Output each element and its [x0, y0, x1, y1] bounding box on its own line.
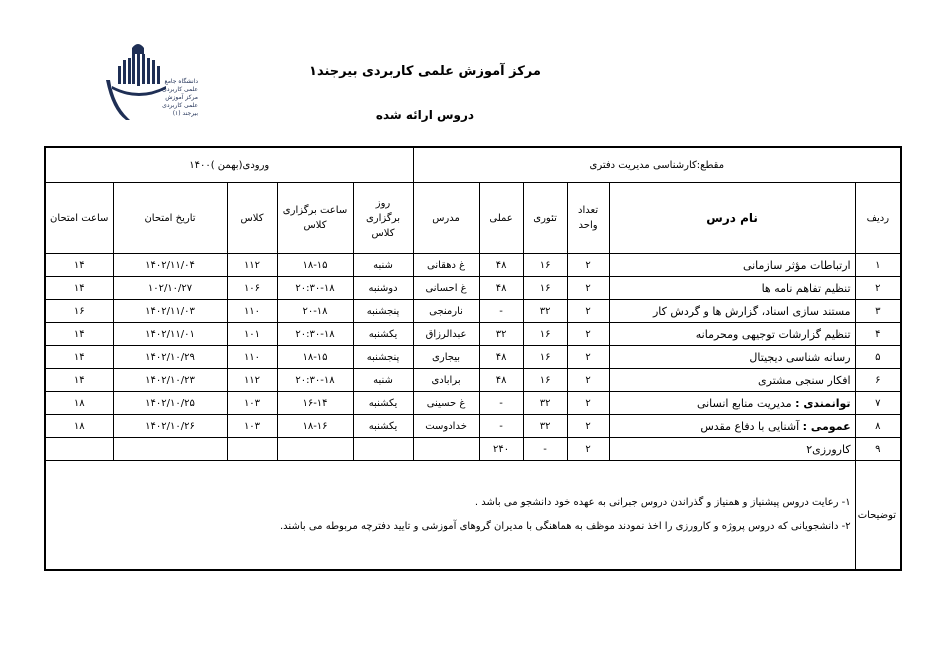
- institution-title: مرکز آموزش علمی کاربردی بیرجند۱: [309, 64, 541, 79]
- row-number: ۶: [855, 369, 901, 392]
- practical-cell: ۲۴۰: [479, 438, 523, 461]
- time-cell: ۱۸-۱۶: [277, 415, 353, 438]
- theory-cell: ۱۶: [523, 254, 567, 277]
- course-title: آشنایی با دفاع مقدس: [700, 419, 800, 433]
- teacher-cell: غ حسینی: [413, 392, 479, 415]
- row-number: ۷: [855, 392, 901, 415]
- col-units: تعداد واحد: [567, 183, 609, 254]
- exam-date-cell: ۱۴۰۲/۱۰/۲۵: [113, 392, 227, 415]
- practical-cell: ۴۸: [479, 369, 523, 392]
- exam-date-cell: ۱۴۰۲/۱۱/۰۴: [113, 254, 227, 277]
- course-title: تنظیم گزارشات توجیهی ومحرمانه: [695, 327, 851, 341]
- units-cell: ۲: [567, 300, 609, 323]
- exam-time-cell: ۱۶: [45, 300, 113, 323]
- practical-cell: ۳۲: [479, 323, 523, 346]
- teacher-cell: غ احسانی: [413, 277, 479, 300]
- teacher-cell: برابادی: [413, 369, 479, 392]
- units-cell: ۲: [567, 277, 609, 300]
- teacher-cell: [413, 438, 479, 461]
- exam-time-cell: ۱۸: [45, 415, 113, 438]
- col-practical: عملی: [479, 183, 523, 254]
- course-name: [609, 323, 855, 346]
- course-name: [609, 277, 855, 300]
- room-cell: ۱۱۰: [227, 346, 277, 369]
- exam-date-cell: ۱۴۰۲/۱۰/۲۶: [113, 415, 227, 438]
- time-cell: ۱۸-۱۵: [277, 254, 353, 277]
- day-cell: دوشنبه: [353, 277, 413, 300]
- note-item: ۲- دانشجویانی که دروس پروژه و کارورزی را اخذ نمودند موظف به هماهنگی با مدیران گروهای آموزشی و تایید دفترچه مربوطه می باشند.: [280, 521, 851, 532]
- practical-cell: ۴۸: [479, 254, 523, 277]
- time-cell: ۲۰:۳۰-۱۸: [277, 369, 353, 392]
- course-title: تنظیم تفاهم نامه ها: [761, 281, 851, 295]
- table-row: [45, 392, 901, 415]
- row-number: ۱: [855, 254, 901, 277]
- teacher-cell: خدادوست: [413, 415, 479, 438]
- exam-date-cell: ۱۴۰۲/۱۰/۲۳: [113, 369, 227, 392]
- col-time: ساعت برگزاری کلاس: [277, 183, 353, 254]
- units-cell: ۲: [567, 392, 609, 415]
- course-name: [609, 415, 855, 438]
- day-cell: یکشنبه: [353, 415, 413, 438]
- row-number: ۴: [855, 323, 901, 346]
- col-day: روز برگزاری کلاس: [353, 183, 413, 254]
- entry-title: ورودی(بهمن )۱۴۰۰: [45, 147, 413, 183]
- row-number: ۵: [855, 346, 901, 369]
- units-cell: ۲: [567, 438, 609, 461]
- theory-cell: ۱۶: [523, 369, 567, 392]
- theory-cell: ۱۶: [523, 323, 567, 346]
- teacher-cell: نارمنجی: [413, 300, 479, 323]
- course-name: [609, 369, 855, 392]
- teacher-cell: عبدالرزاق: [413, 323, 479, 346]
- exam-date-cell: ۱۴۰۲/۱۱/۰۳: [113, 300, 227, 323]
- course-title: ارتباطات مؤثر سازمانی: [742, 258, 851, 272]
- practical-cell: -: [479, 415, 523, 438]
- room-cell: ۱۱۲: [227, 254, 277, 277]
- time-cell: ۱۸-۱۵: [277, 346, 353, 369]
- course-name: [609, 254, 855, 277]
- row-number: ۳: [855, 300, 901, 323]
- room-cell: ۱۰۶: [227, 277, 277, 300]
- col-exam-date: تاریخ امتحان: [113, 183, 227, 254]
- theory-cell: ۳۲: [523, 300, 567, 323]
- room-cell: ۱۱۲: [227, 369, 277, 392]
- room-cell: ۱۰۳: [227, 415, 277, 438]
- col-room: کلاس: [227, 183, 277, 254]
- col-exam-time: ساعت امتحان: [45, 183, 113, 254]
- col-course: نام درس: [609, 183, 855, 254]
- day-cell: پنجشنبه: [353, 300, 413, 323]
- table-row: [45, 277, 901, 300]
- course-category: عمومی :: [802, 419, 851, 433]
- day-cell: یکشنبه: [353, 392, 413, 415]
- day-cell: شنبه: [353, 369, 413, 392]
- course-name: [609, 300, 855, 323]
- course-title: کارورزی۲: [806, 442, 851, 456]
- table-row: [45, 369, 901, 392]
- units-cell: ۲: [567, 254, 609, 277]
- time-cell: ۲۰:۳۰-۱۸: [277, 323, 353, 346]
- day-cell: [353, 438, 413, 461]
- logo-text: دانشگاه جامع علمی کاربردی مرکز آموزش علمی کاربردی بیرجند (۱): [162, 78, 198, 117]
- room-cell: [227, 438, 277, 461]
- teacher-cell: بیجاری: [413, 346, 479, 369]
- major-title: مقطع:کارشناسی مدیریت دفتری: [413, 147, 901, 183]
- notes-label: توضیحات: [855, 461, 901, 571]
- exam-time-cell: ۱۴: [45, 277, 113, 300]
- exam-date-cell: ۱۰۲/۱۰/۲۷: [113, 277, 227, 300]
- course-category: توانمندی :: [795, 396, 851, 410]
- table-row: [45, 300, 901, 323]
- exam-time-cell: ۱۴: [45, 254, 113, 277]
- col-teacher: مدرس: [413, 183, 479, 254]
- room-cell: ۱۰۱: [227, 323, 277, 346]
- page-subtitle: دروس ارائه شده: [375, 108, 475, 122]
- course-title: مدیریت منابع انسانی: [696, 396, 792, 410]
- table-row: [45, 415, 901, 438]
- practical-cell: -: [479, 300, 523, 323]
- exam-date-cell: ۱۴۰۲/۱۱/۰۱: [113, 323, 227, 346]
- col-theory: تئوری: [523, 183, 567, 254]
- units-cell: ۲: [567, 415, 609, 438]
- practical-cell: ۴۸: [479, 346, 523, 369]
- table-row: [45, 254, 901, 277]
- course-name: [609, 438, 855, 461]
- exam-time-cell: ۱۴: [45, 369, 113, 392]
- course-title: رسانه شناسی دیجیتال: [749, 350, 851, 364]
- theory-cell: ۳۲: [523, 415, 567, 438]
- theory-cell: ۱۶: [523, 277, 567, 300]
- time-cell: ۱۶-۱۴: [277, 392, 353, 415]
- table-row: [45, 323, 901, 346]
- teacher-cell: غ دهقانی: [413, 254, 479, 277]
- exam-date-cell: [113, 438, 227, 461]
- room-cell: ۱۱۰: [227, 300, 277, 323]
- notes-text: [45, 461, 855, 571]
- units-cell: ۲: [567, 346, 609, 369]
- course-name: [609, 346, 855, 369]
- theory-cell: -: [523, 438, 567, 461]
- course-title: مستند سازی اسناد، گزارش ها و گردش کار: [653, 304, 851, 318]
- row-number: ۸: [855, 415, 901, 438]
- time-cell: ۲۰:۳۰-۱۸: [277, 277, 353, 300]
- course-title: افکار سنجی مشتری: [758, 373, 851, 387]
- theory-cell: ۳۲: [523, 392, 567, 415]
- exam-time-cell: [45, 438, 113, 461]
- day-cell: پنجشنبه: [353, 346, 413, 369]
- row-number: ۹: [855, 438, 901, 461]
- day-cell: شنبه: [353, 254, 413, 277]
- course-table: [44, 146, 902, 571]
- practical-cell: -: [479, 392, 523, 415]
- exam-date-cell: ۱۴۰۲/۱۰/۲۹: [113, 346, 227, 369]
- room-cell: ۱۰۳: [227, 392, 277, 415]
- exam-time-cell: ۱۴: [45, 323, 113, 346]
- row-number: ۲: [855, 277, 901, 300]
- time-cell: [277, 438, 353, 461]
- note-item: ۱- رعایت دروس پیشنیاز و همنیاز و گذراندن دروس جبرانی به عهده خود دانشجو می باشد .: [474, 497, 851, 508]
- exam-time-cell: ۱۸: [45, 392, 113, 415]
- exam-time-cell: ۱۴: [45, 346, 113, 369]
- time-cell: ۲۰-۱۸: [277, 300, 353, 323]
- table-row: [45, 438, 901, 461]
- course-name: [609, 392, 855, 415]
- practical-cell: ۴۸: [479, 277, 523, 300]
- col-row: ردیف: [855, 183, 901, 254]
- theory-cell: ۱۶: [523, 346, 567, 369]
- units-cell: ۲: [567, 369, 609, 392]
- day-cell: یکشنبه: [353, 323, 413, 346]
- table-row: [45, 346, 901, 369]
- units-cell: ۲: [567, 323, 609, 346]
